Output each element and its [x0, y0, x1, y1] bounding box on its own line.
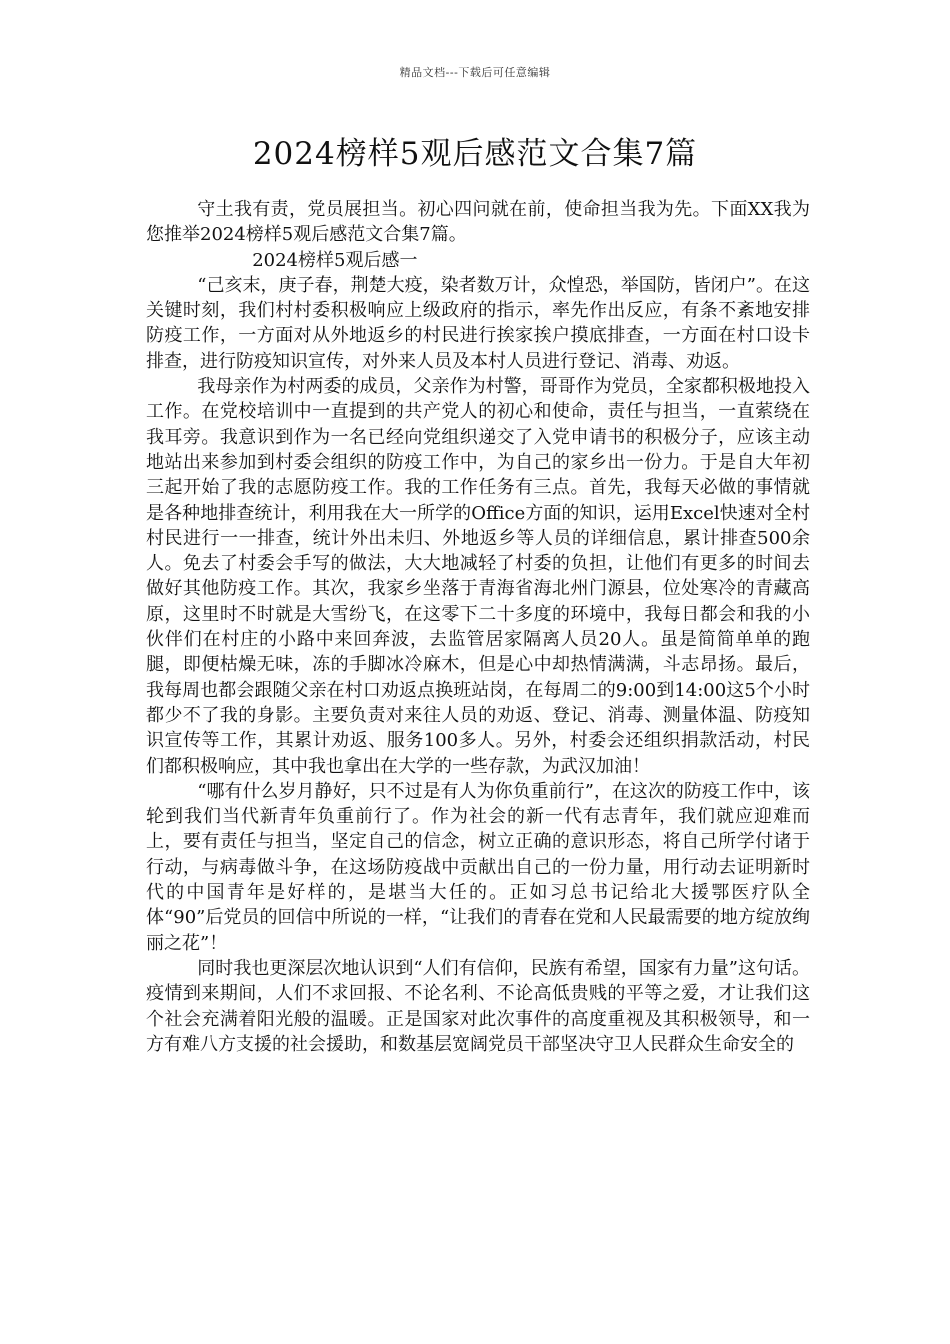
section-heading: 2024榜样5观后感一	[252, 249, 418, 271]
document-title: 2024榜样5观后感范文合集7篇	[252, 136, 698, 172]
document-body	[146, 197, 810, 1057]
intro-paragraph: 守土我有责，党员展担当。初心四问就在前，使命担当我为先。下面XX我为您推举2024榜样5观后感范文合集7篇。	[146, 199, 810, 246]
header-note: 精品文档---下载后可任意编辑	[399, 66, 551, 79]
body-paragraph: “己亥末，庚子春，荆楚大疫，染者数万计，众惶恐，举国防，皆闭户”。在这关键时刻，我们村村委积极响应上级政府的指示，率先作出反应，有条不紊地安排防疫工作，一方面对从外地返乡的村民进行挨家挨户摸底排查，一方面在村口设卡排查，进行防疫知识宣传，对外来人员及本村人员进行登记、消毒、劝返。	[146, 274, 810, 372]
body-paragraph: 我母亲作为村两委的成员，父亲作为村警，哥哥作为党员，全家都积极地投入工作。在党校培训中一直提到的共产党人的初心和使命，责任与担当，一直萦绕在我耳旁。我意识到作为一名已经向党组织递交了入党申请书的积极分子，应该主动地站出来参加到村委会组织的防疫工作中，为自己的家乡出一份力。于是自大年初三起开始了我的志愿防疫工作。我的工作任务有三点。首先，我每天必做的事情就是各种地排查统计，利用我在大一所学的Office方面的知识，运用Excel快速对全村村民进行一一排查，统计外出未归、外地返乡等人员的详细信息，累计排查500余人。免去了村委会手写的做法，大大地减轻了村委的负担，让他们有更多的时间去做好其他防疫工作。其次，我家乡坐落于青海省海北州门源县，位处寒冷的青藏高原，这里时不时就是大雪纷飞，在这零下二十多度的环境中，我每日都会和我的小伙伴们在村庄的小路中来回奔波，去监管居家隔离人员20人。虽是简简单单的跑腿，即便枯燥无味，冻的手脚冰冷麻木，但是心中却热情满满，斗志昂扬。最后，我每周也都会跟随父亲在村口劝返点换班站岗，在每周二的9:00到14:00这5个小时都少不了我的身影。主要负责对来往人员的劝返、登记、消毒、测量体温、防疫知识宣传等工作，其累计劝返、服务100多人。另外，村委会还组织捐款活动，村民们都积极响应，其中我也拿出在大学的一些存款，为武汉加油！	[146, 376, 810, 777]
body-paragraph: “哪有什么岁月静好，只不过是有人为你负重前行”，在这次的防疫工作中，该轮到我们当代新青年负重前行了。作为社会的新一代有志青年，我们就应迎难而上，要有责任与担当，坚定自己的信念，树立正确的意识形态，将自己所学付诸于行动，与病毒做斗争，在这场防疫战中贡献出自己的一份力量，用行动去证明新时代的中国青年是好样的，是堪当大任的。正如习总书记给北大援鄂医疗队全体“90”后党员的回信中所说的一样，“让我们的青春在党和人民最需要的地方绽放绚丽之花”！	[146, 780, 810, 954]
body-paragraph: 同时我也更深层次地认识到“人们有信仰，民族有希望，国家有力量”这句话。疫情到来期间，人们不求回报、不论名利、不论高低贵贱的平等之爱，才让我们这个社会充满着阳光般的温暖。正是国家对此次事件的高度重视及其积极领导，和一方有难八方支援的社会援助，和数基层宽阔党员干部坚决守卫人民群众生命安全的	[146, 957, 810, 1055]
